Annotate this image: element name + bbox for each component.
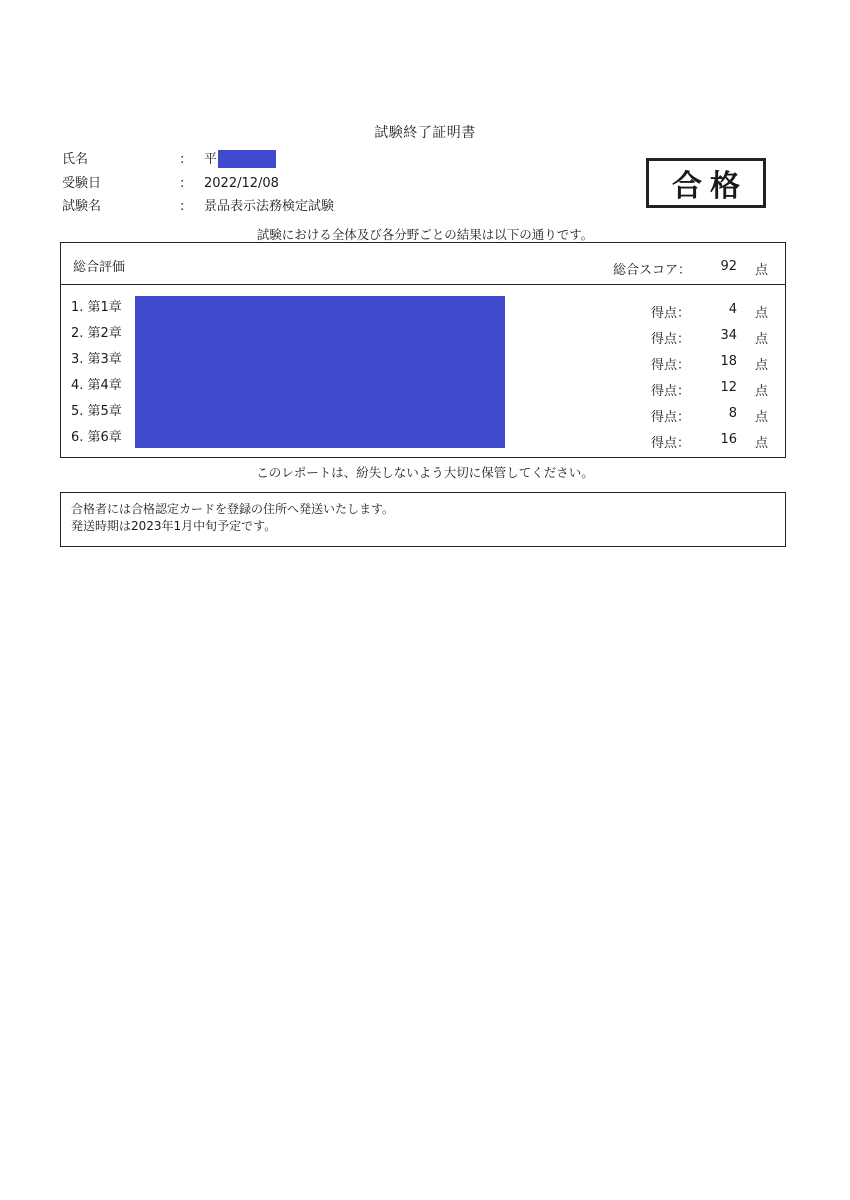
chapter-score-value: 4 [728, 302, 737, 317]
keep-report-note: このレポートは、紛失しないよう大切に保管してください。 [256, 465, 594, 480]
summary-label: 総合評価 [73, 260, 126, 275]
exam-name-value: 景品表示法務検定試験 [204, 199, 335, 214]
chapter-number: 4. 第4章 [71, 378, 122, 393]
name-label: 氏名 [62, 152, 89, 167]
chapter-number: 1. 第1章 [71, 300, 122, 315]
results-intro: 試験における全体及び各分野ごとの結果は以下の通りです。 [256, 227, 594, 242]
page-title: 試験終了証明書 [374, 125, 476, 141]
chapter-score-value: 12 [720, 380, 737, 395]
total-score-value: 92 [720, 259, 737, 274]
chapter-score-unit: 点 [754, 384, 768, 399]
notice-box [60, 492, 786, 547]
chapter-score-label: 得点： [651, 358, 691, 373]
total-score-label: 総合スコア： [613, 263, 692, 278]
chapter-score-unit: 点 [754, 436, 768, 451]
chapter-score-label: 得点： [651, 410, 691, 425]
total-score-unit: 点 [754, 263, 768, 278]
name-value-text: 平 [204, 152, 218, 167]
chapter-number: 6. 第6章 [71, 430, 122, 445]
chapter-number: 3. 第3章 [71, 352, 122, 367]
summary-row [61, 243, 785, 285]
chapter-score-unit: 点 [754, 306, 768, 321]
chapter-score-label: 得点： [651, 332, 691, 347]
name-colon: : [180, 152, 185, 167]
exam-date-label: 受験日 [62, 176, 102, 191]
exam-name-label: 試験名 [62, 199, 102, 214]
pass-stamp: 合格 [646, 158, 766, 208]
chapter-score-value: 18 [720, 354, 737, 369]
chapter-score-label: 得点： [651, 436, 691, 451]
chapter-number: 5. 第5章 [71, 404, 122, 419]
notice-line-card: 合格者には合格認定カードを登録の住所へ発送いたします。 [71, 502, 395, 516]
exam-date-colon: : [180, 176, 185, 191]
exam-date-value: 2022/12/08 [204, 176, 279, 191]
results-box [60, 242, 786, 458]
chapter-score-label: 得点： [651, 384, 691, 399]
chapter-score-unit: 点 [754, 358, 768, 373]
chapter-score-value: 8 [728, 406, 737, 421]
chapter-number: 2. 第2章 [71, 326, 122, 341]
exam-name-colon: : [180, 199, 185, 214]
chapter-titles-redaction [135, 296, 505, 448]
name-redaction [218, 150, 276, 168]
name-value [204, 150, 276, 170]
chapter-score-unit: 点 [754, 410, 768, 425]
chapter-score-value: 34 [720, 328, 737, 343]
chapter-score-label: 得点： [651, 306, 691, 321]
chapter-score-value: 16 [720, 432, 737, 447]
notice-line-shipping: 発送時期は2023年1月中旬予定です。 [71, 519, 277, 533]
chapter-score-unit: 点 [754, 332, 768, 347]
